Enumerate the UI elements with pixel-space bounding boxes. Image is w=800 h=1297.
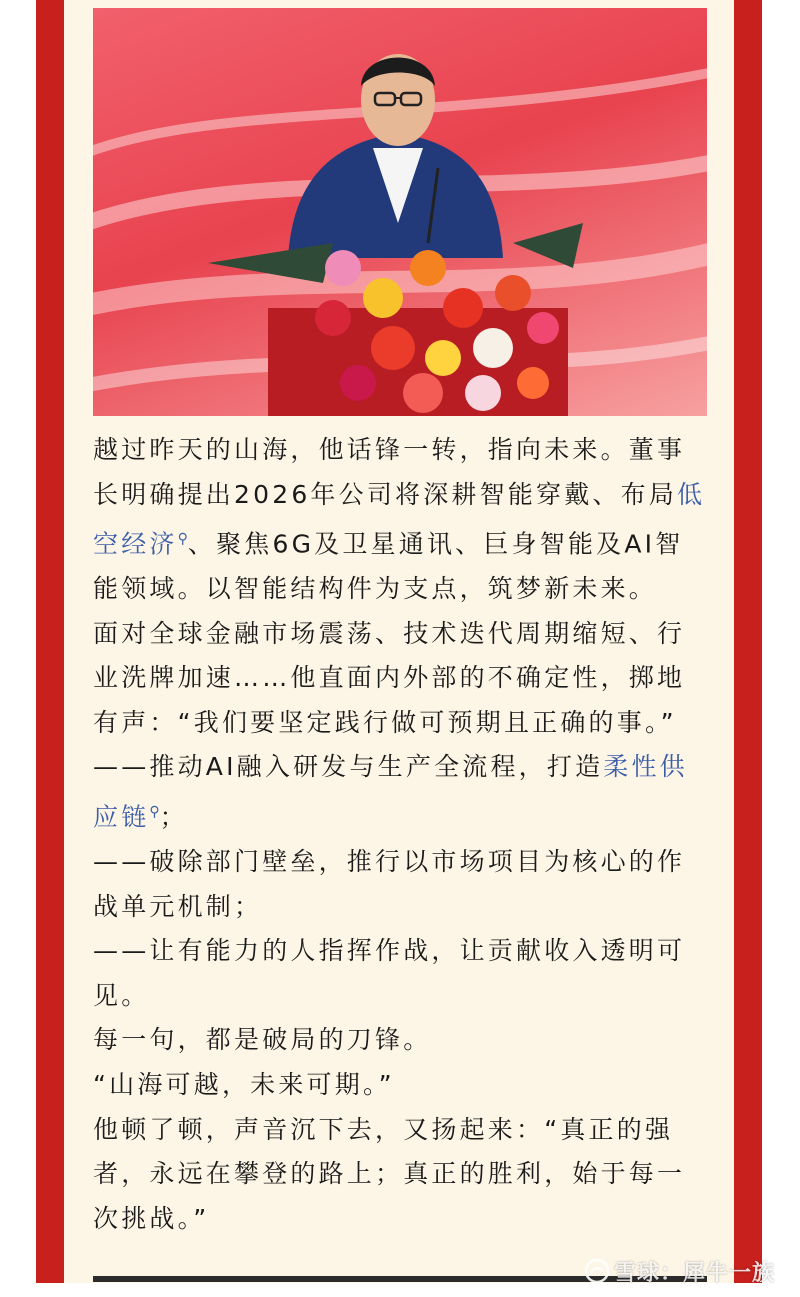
search-icon[interactable]: ⚲	[149, 804, 160, 821]
paragraph-3	[93, 745, 707, 840]
paragraph-2: 面对全球金融市场震荡、技术迭代周期缩短、行业洗牌加速……他直面内外部的不确定性，掷地有声：“我们要坚定践行做可预期且正确的事。”	[93, 618, 686, 737]
paragraph-1-text-a: 越过昨天的山海，他话锋一转，指向未来。董事长明确提出2026年公司将深耕智能穿戴、布局	[93, 435, 686, 509]
paragraph-1	[93, 428, 707, 612]
speaker-photo	[93, 8, 707, 416]
article-body	[93, 428, 707, 1241]
keyword-link-flexible-supply-chain[interactable]: 柔性供应链	[93, 752, 688, 832]
right-red-border	[734, 0, 762, 1283]
snowball-logo-icon	[584, 1258, 610, 1284]
paragraph-3-text-a: ——推动AI融入研发与生产全流程，打造	[93, 752, 604, 782]
search-icon[interactable]: ⚲	[177, 531, 188, 548]
right-margin	[762, 0, 800, 1283]
paragraph-6: 每一句，都是破局的刀锋。	[93, 1025, 432, 1055]
paragraph-3-text-b: ；	[159, 802, 188, 832]
left-red-border	[36, 0, 64, 1283]
keyword-link-low-altitude-economy[interactable]: 低空经济	[93, 479, 706, 559]
watermark	[584, 1256, 775, 1286]
paragraph-8: 他顿了顿，声音沉下去，又扬起来：“真正的强者，永远在攀登的路上；真正的胜利，始于每一次挑战。”	[93, 1114, 686, 1233]
speaker-photo-illustration	[93, 8, 707, 416]
paragraph-1-text-b: 、聚焦6G及卫星通讯、巨身智能及AI智能领域。以智能结构件为支点，筑梦新未来。	[93, 529, 684, 604]
watermark-text: 雪球：犀牛一族	[614, 1260, 776, 1286]
paragraph-4: ——破除部门壁垒，推行以市场项目为核心的作战单元机制；	[93, 847, 686, 921]
paragraph-7: “山海可越，未来可期。”	[93, 1069, 395, 1099]
paragraph-5: ——让有能力的人指挥作战，让贡献收入透明可见。	[93, 936, 686, 1010]
